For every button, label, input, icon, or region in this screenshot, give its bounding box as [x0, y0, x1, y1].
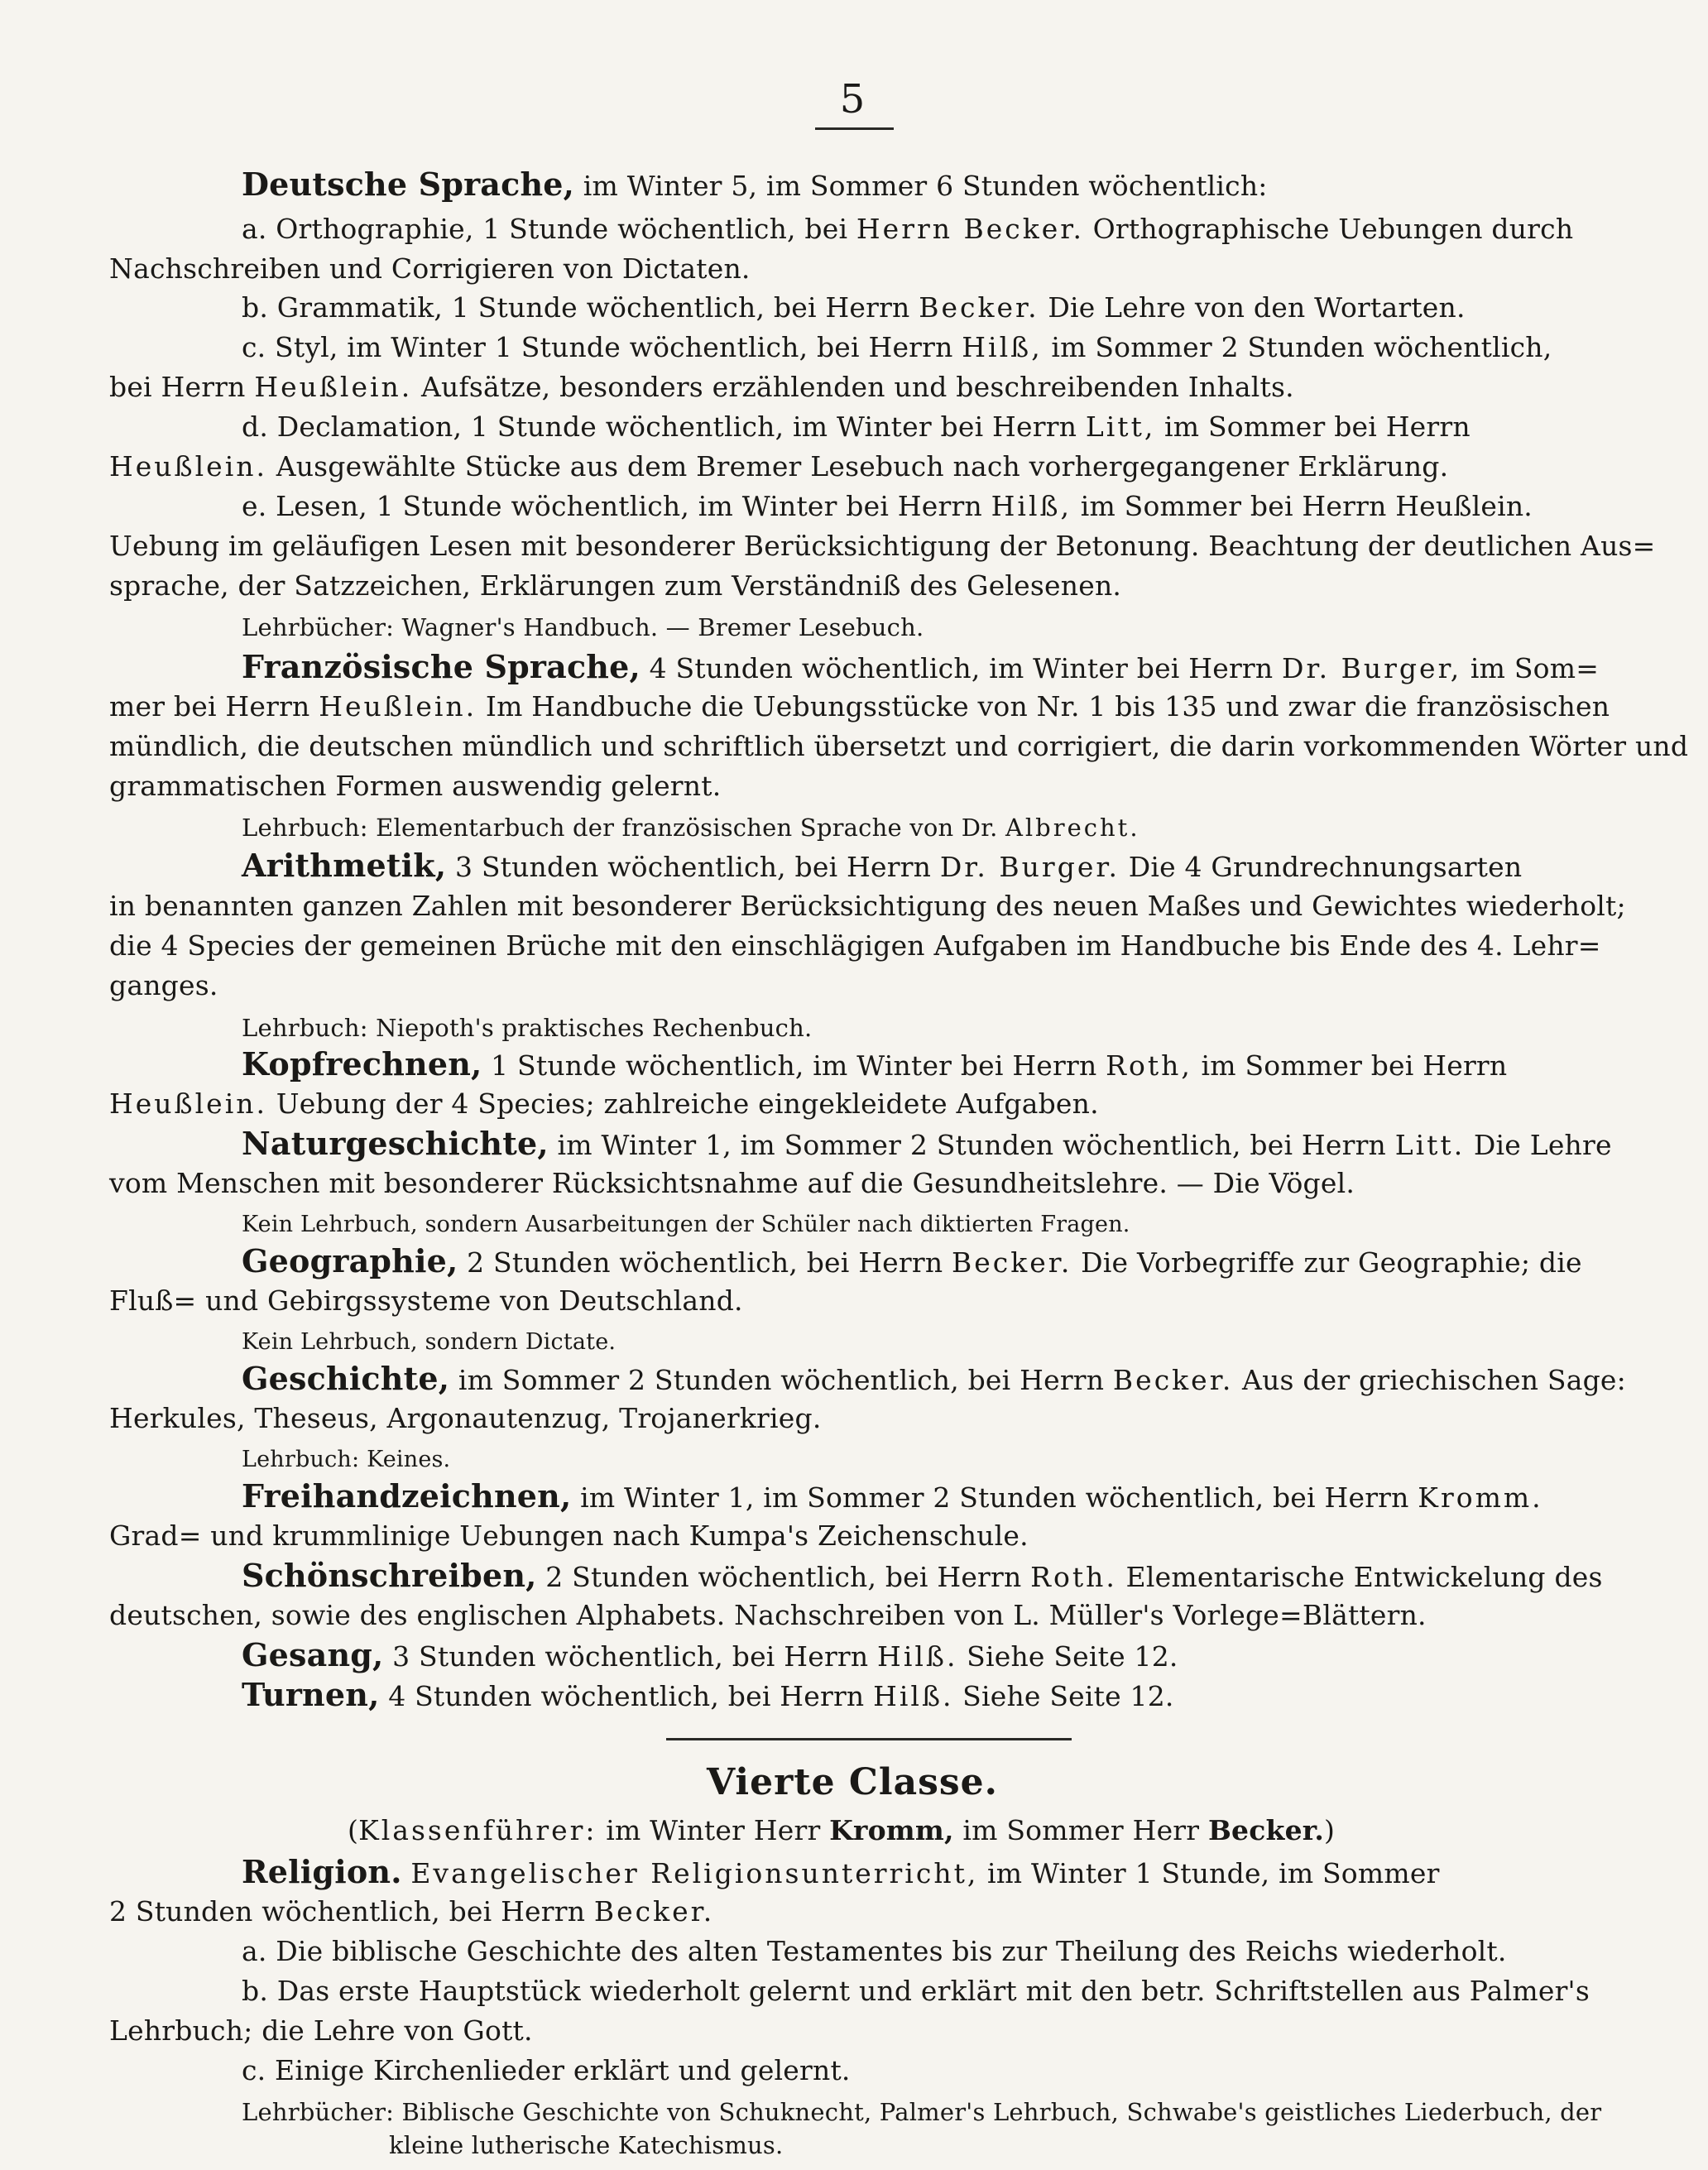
- text-line: c. Styl, im Winter 1 Stunde wöchentlich, bei Herrn Hilß, im Sommer 2 Stunden wöchentlich,: [242, 331, 1552, 363]
- text-line: Lehrbuch: Keines.: [242, 1447, 451, 1472]
- text-line: Lehrbuch: Elementarbuch der französischen Sprache von Dr. Albrecht.: [242, 814, 1140, 842]
- text-line: die 4 Species der gemeinen Brüche mit den einschlägigen Aufgaben im Handbuche bis Ende des 4. Lehr=: [109, 929, 1601, 962]
- text-line: b. Grammatik, 1 Stunde wöchentlich, bei Herrn Becker. Die Lehre von den Wortarten.: [242, 291, 1466, 324]
- text-line: Geographie, 2 Stunden wöchentlich, bei Herrn Becker. Die Vorbegriffe zur Geographie; die: [242, 1242, 1582, 1279]
- text-line: sprache, der Satzzeichen, Erklärungen zum Verständniß des Gelesenen.: [109, 569, 1122, 602]
- text-line: Religion. Evangelischer Religionsunterricht, im Winter 1 Stunde, im Sommer: [242, 1853, 1440, 1890]
- text-line: d. Declamation, 1 Stunde wöchentlich, im Winter bei Herrn Litt, im Sommer bei Herrn: [242, 410, 1471, 443]
- text-line: in benannten ganzen Zahlen mit besonderer Berücksichtigung des neuen Maßes und Gewichtes wiederholt;: [109, 890, 1626, 922]
- text-line: Grad= und krummlinige Uebungen nach Kumpa's Zeichenschule.: [109, 1519, 1029, 1552]
- text-line: Lehrbuch: Niepoth's praktisches Rechenbuch.: [242, 1014, 813, 1042]
- text-line: a. Orthographie, 1 Stunde wöchentlich, bei Herrn Becker. Orthographische Uebungen durch: [242, 213, 1574, 245]
- text-line: mündlich, die deutschen mündlich und schriftlich übersetzt und corrigiert, die darin vorkommenden Wörter und: [109, 730, 1689, 762]
- section-heading: Vierte Classe.: [707, 1761, 998, 1803]
- section-divider: [666, 1738, 1072, 1740]
- text-line: vom Menschen mit besonderer Rücksichtsnahme auf die Gesundheitslehre. — Die Vögel.: [109, 1167, 1355, 1199]
- text-line: Schönschreiben, 2 Stunden wöchentlich, bei Herrn Roth. Elementarische Entwickelung des: [242, 1557, 1603, 1594]
- text-line: Freihandzeichnen, im Winter 1, im Sommer 2 Stunden wöchentlich, bei Herrn Kromm.: [242, 1477, 1543, 1515]
- text-line: Lehrbücher: Wagner's Handbuch. — Bremer Lesebuch.: [242, 613, 924, 641]
- text-line: deutschen, sowie des englischen Alphabets. Nachschreiben von L. Müller's Vorlege=Blättern.: [109, 1599, 1427, 1631]
- text-line: b. Das erste Hauptstück wiederholt gelernt und erklärt mit den betr. Schriftstellen aus Palmer's: [242, 1975, 1590, 2007]
- text-line: Deutsche Sprache, im Winter 5, im Sommer 6 Stunden wöchentlich:: [242, 166, 1268, 203]
- page-number: 5: [839, 76, 866, 122]
- text-line: Uebung im geläufigen Lesen mit besonderer Berücksichtigung der Betonung. Beachtung der deutlichen Aus=: [109, 530, 1656, 562]
- text-line: Lehrbücher: Biblische Geschichte von Schuknecht, Palmer's Lehrbuch, Schwabe's geistliches Liederbuch, der: [242, 2098, 1602, 2126]
- text-line: Kein Lehrbuch, sondern Ausarbeitungen der Schüler nach diktierten Fragen.: [242, 1212, 1130, 1237]
- text-line: ganges.: [109, 969, 218, 1001]
- text-line: Naturgeschichte, im Winter 1, im Sommer 2 Stunden wöchentlich, bei Herrn Litt. Die Lehre: [242, 1125, 1612, 1162]
- text-line: Heußlein. Ausgewählte Stücke aus dem Bremer Lesebuch nach vorhergegangener Erklärung.: [109, 450, 1449, 482]
- text-line: Heußlein. Uebung der 4 Species; zahlreiche eingekleidete Aufgaben.: [109, 1087, 1099, 1120]
- text-line: Herkules, Theseus, Argonautenzug, Trojanerkrieg.: [109, 1402, 822, 1434]
- text-line: Gesang, 3 Stunden wöchentlich, bei Herrn Hilß. Siehe Seite 12.: [242, 1636, 1178, 1673]
- text-line: Fluß= und Gebirgssysteme von Deutschland.: [109, 1284, 743, 1317]
- text-line: grammatischen Formen auswendig gelernt.: [109, 770, 722, 802]
- text-line: a. Die biblische Geschichte des alten Testamentes bis zur Theilung des Reichs wiederholt.: [242, 1935, 1507, 1967]
- text-line: mer bei Herrn Heußlein. Im Handbuche die Uebungsstücke von Nr. 1 bis 135 und zwar die französischen: [109, 690, 1610, 723]
- text-line: c. Einige Kirchenlieder erklärt und gelernt.: [242, 2054, 851, 2086]
- text-line: Arithmetik, 3 Stunden wöchentlich, bei Herrn Dr. Burger. Die 4 Grundrechnungsarten: [242, 847, 1523, 884]
- page-number-rule: [815, 127, 894, 130]
- text-line: e. Lesen, 1 Stunde wöchentlich, im Winter bei Herrn Hilß, im Sommer bei Herrn Heußlein.: [242, 490, 1533, 522]
- text-line: Turnen, 4 Stunden wöchentlich, bei Herrn Hilß. Siehe Seite 12.: [242, 1676, 1174, 1713]
- text-line: Lehrbuch; die Lehre von Gott.: [109, 2014, 533, 2047]
- text-line: bei Herrn Heußlein. Aufsätze, besonders erzählenden und beschreibenden Inhalts.: [109, 371, 1294, 403]
- text-line: kleine lutherische Katechismus.: [389, 2131, 784, 2159]
- text-line: 2 Stunden wöchentlich, bei Herrn Becker.: [109, 1895, 715, 1928]
- text-line: Französische Sprache, 4 Stunden wöchentlich, im Winter bei Herrn Dr. Burger, im Som=: [242, 648, 1600, 685]
- text-line: Geschichte, im Sommer 2 Stunden wöchentlich, bei Herrn Becker. Aus der griechischen Sage:: [242, 1360, 1626, 1397]
- text-line: (Klassenführer: im Winter Herr Kromm, im Sommer Herr Becker.): [348, 1814, 1336, 1846]
- text-line: Kopfrechnen, 1 Stunde wöchentlich, im Winter bei Herrn Roth, im Sommer bei Herrn: [242, 1045, 1508, 1083]
- text-line: Nachschreiben und Corrigieren von Dictaten.: [109, 252, 751, 285]
- text-line: Kein Lehrbuch, sondern Dictate.: [242, 1329, 617, 1355]
